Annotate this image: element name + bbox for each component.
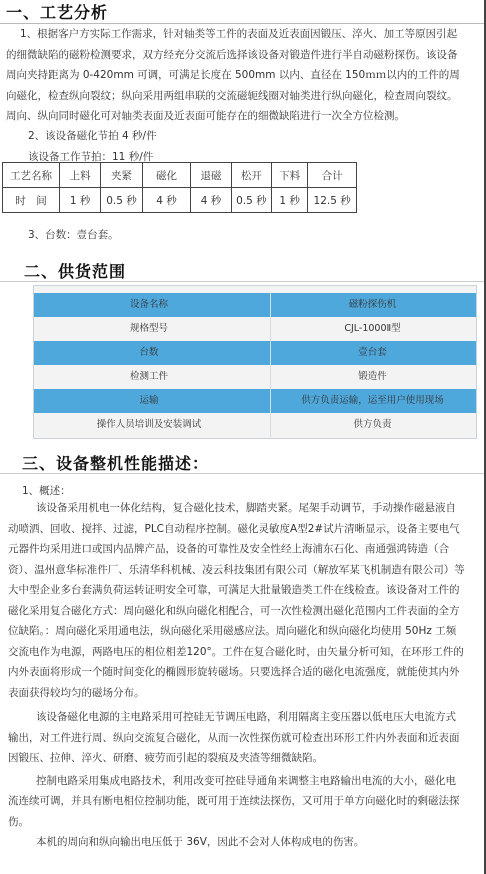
section3-title: 三、设备整机性能描述： — [22, 454, 210, 473]
overview-heading: 1、概述： — [22, 485, 71, 497]
table-cell: 磁化 — [142, 163, 191, 188]
table-cell: 松开 — [231, 163, 271, 188]
table-cell: 退磁 — [191, 163, 231, 188]
power-circuit-para: 该设备磁化电源的主电路采用可控硅无节调压电路，利用隔离主变压器以低电压大电流方式输出，对工件进行周、纵向交流复合磁化，从而一次性探伤就可检查出环形工件内外表面和近表面因锻压、拉伸、淬火、研磨、疲劳而引起的裂痕及夹渣等细微缺陷。 — [8, 711, 460, 764]
table-cell: 上料 — [59, 163, 100, 188]
supply-row — [34, 341, 476, 365]
supply-value: 锻造件 — [358, 371, 387, 382]
supply-label: 操作人员培训及安装调试 — [96, 419, 202, 430]
supply-label: 检测工件 — [129, 371, 168, 382]
process-table — [2, 162, 357, 213]
section1-title: 一、工艺分析 — [6, 3, 109, 22]
control-circuit-para: 控制电路采用集成电路技术，利用改变可控硅导通角来调整主电路输出电流的大小，磁化电流连续可调，并具有断电相位控制功能，既可用于连续法探伤，又可用于单方向磁化时的剩磁法探伤。 — [8, 774, 460, 828]
table-cell: 1 秒 — [272, 188, 308, 213]
item3-text: 3、台数：壹台套。 — [28, 229, 119, 241]
process-table-row — [3, 188, 357, 213]
section3-divider — [0, 473, 484, 474]
supply-table — [33, 285, 477, 439]
table-cell: 12.5 秒 — [308, 188, 357, 213]
table-cell: 工艺名称 — [3, 163, 60, 188]
table-cell: 0.5 秒 — [101, 188, 142, 213]
supply-value: 壹台套 — [358, 347, 387, 358]
supply-value: CJL-1000Ⅱ型 — [344, 323, 401, 334]
table-cell: 4 秒 — [191, 188, 231, 213]
supply-label: 台数 — [139, 347, 159, 358]
supply-row — [34, 365, 476, 389]
work-beat-text: 该设备工作节拍：11 秒/件 — [28, 151, 154, 163]
supply-label: 规格型号 — [129, 323, 168, 334]
section2-divider — [0, 281, 484, 282]
section3-body — [8, 498, 466, 853]
supply-value: 供方负责运输，运至用户使用现场 — [301, 395, 444, 406]
supply-label: 运输 — [139, 395, 159, 406]
supply-label: 设备名称 — [129, 299, 168, 310]
supply-value: 供方负责 — [353, 419, 392, 430]
table-cell: 合计 — [308, 163, 357, 188]
section1-para1: 1、根据客户方实际工作需求，针对轴类等工件的表面及近表面因锻压、淬火、加工等原因引起的细微缺陷的磁粉检测要求，双方经充分交流后选择该设备对锻造件进行半自动磁粉探伤。该设备周向夹持距离为 0-420mm 可调，可满足长度在 500mm 以内、直径在 150ｍｍ以内的工件的周向磁化，检查纵向裂纹；纵向采用两组串联的交流磁轭线圈对轴类进行纵向磁化，检查周向裂纹。周向、纵向同时磁化可对轴类表面及近表面可能存在的细微缺陷进行一次全方位检测。 — [6, 28, 460, 122]
supply-row — [34, 413, 476, 437]
item2-text: 2、该设备磁化节拍 4 秒/件 — [28, 130, 157, 142]
table-cell: 1 秒 — [59, 188, 100, 213]
section2-title: 二、供货范围 — [24, 262, 127, 281]
table-cell: 下料 — [272, 163, 308, 188]
supply-value: 磁粉探伤机 — [348, 299, 397, 310]
process-table-header — [3, 163, 357, 188]
table-cell: 4 秒 — [142, 188, 191, 213]
table-cell: 时 间 — [3, 188, 60, 213]
voltage-para: 本机的周向和纵向输出电压低于 36V，因此不会对人体构成电的伤害。 — [36, 836, 365, 848]
supply-row — [34, 317, 476, 341]
supply-row — [34, 293, 476, 317]
table-cell: 夹紧 — [101, 163, 142, 188]
overview-para: 该设备采用机电一体化结构，复合磁化技术，脚踏夹紧。尾架手动调节，手动操作磁悬液自动喷洒、回收、搅拌、过滤，PLC自动程序控制。磁化灵敏度A型2#试片清晰显示，设备主要电气元器件均采用进口或国内品牌产品，设备的可靠性及安全性经上海浦东石化、南通强鸿铸造（合资）、温州意华标准件厂、乐清华科机械、凌云科技集团有限公司（解放军某飞机制造有限公司）等大中型企业多台套满负荷运转证明安全可靠，可满足大批量锻造类工件在线检查。该设备对工件的磁化采用复合磁化方式：周向磁化和纵向磁化相配合，可一次性检测出磁化范围内工件表面的全方位缺陷。：周向磁化采用通电法，纵向磁化采用磁感应法。周向磁化和纵向磁化均使用 50Hz 工频交流电作为电源，两路电压的相位相差120°。工件在复合磁化时，由矢量分析可知，在环形工件的内外表面将形成一个随时间变化的椭圆形旋转磁场。只要选择合适的磁化电流强度，就能使其内外表面获得较均匀的磁场分布。 — [8, 502, 465, 699]
supply-row — [34, 389, 476, 413]
table-cell: 0.5 秒 — [231, 188, 271, 213]
